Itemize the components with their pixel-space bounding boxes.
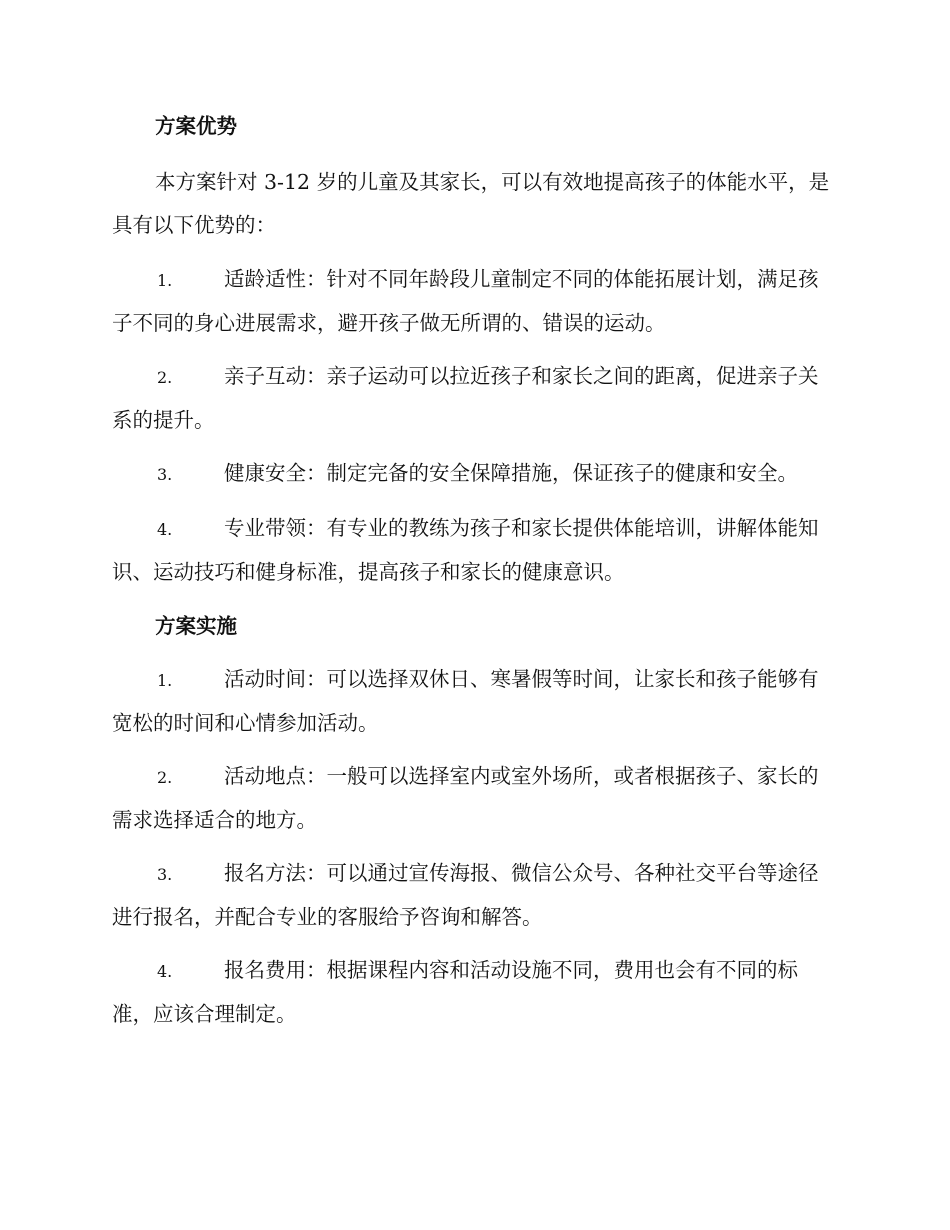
list-item-text: 适龄适性：针对不同年龄段儿童制定不同的体能拓展计划，满足孩子不同的身心进展需求，避开孩子做无所谓的、错误的运动。 [112,267,819,335]
list-item-number: 2. [157,368,173,387]
list-item-text: 专业带领：有专业的教练为孩子和家长提供体能培训，讲解体能知识、运动技巧和健身标准，提高孩子和家长的健康意识。 [112,516,819,584]
list-item [112,658,836,745]
list-item-text: 报名方法：可以通过宣传海报、微信公众号、各种社交平台等途径进行报名，并配合专业的客服给予咨询和解答。 [112,861,819,929]
list-item-number: 4. [157,520,173,539]
list-item-text: 报名费用：根据课程内容和活动设施不同，费用也会有不同的标准，应该合理制定。 [112,958,798,1026]
list-item-number: 1. [157,671,173,690]
section-heading-implementation: 方案实施 [155,614,237,638]
list-item-number: 2. [157,768,173,787]
section-heading-advantages: 方案优势 [155,114,237,138]
list-item [112,852,836,939]
list-item [112,452,836,496]
list-item-text: 亲子互动：亲子运动可以拉近孩子和家长之间的距离，促进亲子关系的提升。 [112,364,819,432]
list-item [112,355,836,442]
list-item [112,258,836,345]
list-item [112,949,836,1036]
list-item-text: 健康安全：制定完备的安全保障措施，保证孩子的健康和安全。 [224,461,798,485]
list-item [112,507,836,594]
intro-paragraph: 本方案针对 3-12 岁的儿童及其家长，可以有效地提高孩子的体能水平，是具有以下优势的： [112,170,830,237]
list-item-text: 活动地点：一般可以选择室内或室外场所，或者根据孩子、家长的需求选择适合的地方。 [112,764,819,832]
list-item-number: 3. [157,465,173,484]
list-item-text: 活动时间：可以选择双休日、寒暑假等时间，让家长和孩子能够有宽松的时间和心情参加活动。 [112,667,819,735]
list-item-number: 3. [157,865,173,884]
list-item [112,755,836,842]
list-item-number: 1. [157,271,173,290]
list-item-number: 4. [157,962,173,981]
